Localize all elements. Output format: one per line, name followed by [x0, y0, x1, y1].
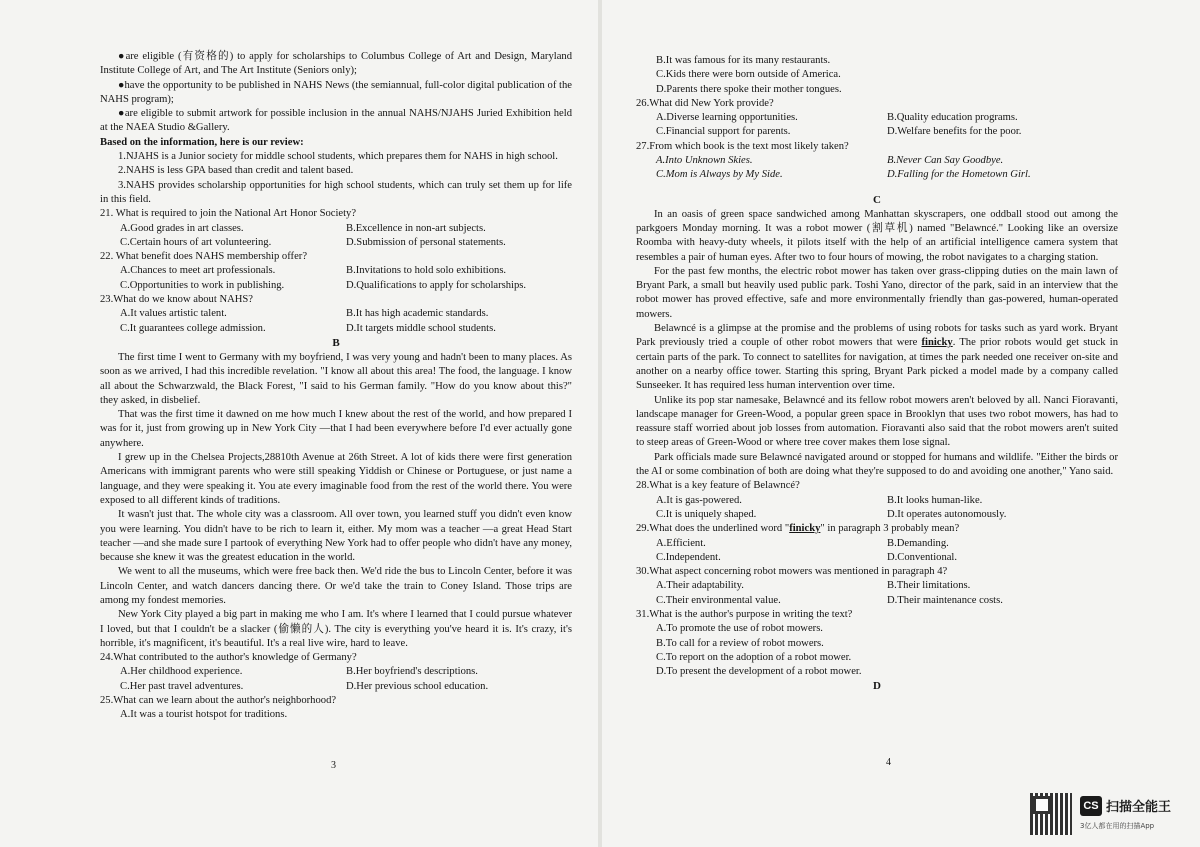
option: D.Their maintenance costs. [887, 594, 1003, 606]
option: C.It guarantees college admission. [120, 322, 266, 334]
paragraph: In an oasis of green space sandwiched among Manhattan skyscrapers, one oddball stood out among the parkgoers Monday morning. It was a robot mower (割草机) named "Belawncé." Looking like an oversize Roomba with heavy-duty wheels, it pilots itself with the help of an artificial intelligence camera system that resembles a pair of human eyes. After two to four hours of mowing, the robot navigates to a charging station. [636, 208, 1118, 263]
option: B.It looks human-like. [887, 494, 983, 506]
question-stem: 25.What can we learn about the author's neighborhood? [100, 695, 337, 707]
question-23 [100, 293, 572, 336]
option: A.It is gas-powered. [656, 494, 742, 506]
paragraph: We went to all the museums, which were free back then. We'd ride the bus to Lincoln Center, before it was Lincoln Center, and watch dancers dancing there. Or we'd take the train to Coney Island. Those trips are among my fondest memories. [100, 566, 572, 606]
review-heading: Based on the information, here is our review: [100, 136, 304, 148]
option: D.Welfare benefits for the poor. [887, 126, 1022, 138]
question-stem: 21. What is required to join the National Art Honor Society? [100, 208, 357, 220]
option: D.Her previous school education. [346, 680, 489, 692]
right-page [602, 0, 1200, 847]
passage-c [636, 208, 1118, 480]
review-point: 2.NAHS is less GPA based than credit and talent based. [118, 165, 354, 177]
section-b-heading: B [332, 336, 340, 349]
paragraph: For the past few months, the electric robot mower has taken over grass-clipping duties on the main lawn of Bryant Park, a small but heavily used public park. Toshi Yano, director of the park, said in an interview that the robot mower has proved effective, safe and more environmentally friendly than gas-powered, human-operated mowers. [636, 265, 1118, 320]
section-c-heading: C [873, 193, 881, 206]
option: A.Into Unknown Skies. [656, 155, 753, 167]
question-31 [636, 608, 1118, 679]
option: B.Excellence in non-art subjects. [346, 222, 486, 234]
benefit-item: ●are eligible (有资格的) to apply for scholarships to Columbus College of Art and Design, Maryland Institute College of Art, and The Art Institute (Seniors only); [100, 51, 572, 77]
left-page [0, 0, 598, 847]
paragraph: That was the first time it dawned on me how much I knew about the rest of the world, and how prepared I was for it, just from growing up in New York City —that I had been everywhere before I'd ever actually gone anywhere. [100, 409, 572, 449]
option: B.Invitations to hold solo exhibitions. [346, 265, 507, 277]
option: A.Her childhood experience. [120, 666, 243, 678]
passage-b [100, 351, 572, 651]
option: B.Her boyfriend's descriptions. [346, 666, 478, 678]
option: A.It was a tourist hotspot for traditions. [120, 709, 288, 721]
question-28 [636, 479, 1118, 522]
option: C.Their environmental value. [656, 594, 781, 606]
question-25-continued [636, 54, 1118, 97]
option: C.Financial support for parents. [656, 126, 791, 138]
question-stem: 31.What is the author's purpose in writing the text? [636, 608, 853, 620]
underlined-word: finicky [921, 337, 953, 349]
question-30 [636, 565, 1118, 608]
option: B.It was famous for its many restaurants. [656, 55, 831, 66]
option: D.It targets middle school students. [346, 322, 496, 334]
option: A.It values artistic talent. [120, 308, 227, 320]
qr-code-icon [1030, 793, 1072, 835]
review-point: 3.NAHS provides scholarship opportunities for high school students, which can truly set them up for life in this field. [100, 179, 572, 205]
option: C.Her past travel adventures. [120, 680, 244, 692]
option: C.Opportunities to work in publishing. [120, 279, 285, 291]
option: D.Conventional. [887, 551, 958, 563]
option: B.Never Can Say Goodbye. [887, 155, 1004, 167]
question-24 [100, 651, 572, 694]
section-d-heading: D [873, 680, 881, 693]
question-stem: 22. What benefit does NAHS membership offer? [100, 251, 308, 263]
option: D.Submission of personal statements. [346, 236, 506, 248]
option: A.Chances to meet art professionals. [120, 265, 276, 277]
question-stem: 26.What did New York provide? [636, 97, 774, 109]
brand-name: 扫描全能王 [1106, 800, 1172, 815]
question-stem: 23.What do we know about NAHS? [100, 294, 253, 306]
benefit-list [100, 50, 572, 136]
question-stem: 29.What does the underlined word "finicky" in paragraph 3 probably mean? [636, 523, 960, 535]
option: D.It operates autonomously. [887, 508, 1007, 520]
paragraph: New York City played a big part in making me who I am. It's where I learned that I could pursue whatever I loved, but that I couldn't be a slacker (偷懒的人). The city is everything you've heard it is. It's crazy, it's horrible, it's magnificent, it's beautiful. It's a real live wire, hard to leave. [100, 609, 572, 649]
underlined-word: finicky [789, 523, 821, 535]
option: B.Demanding. [887, 537, 949, 549]
question-stem: 24.What contributed to the author's knowledge of Germany? [100, 652, 357, 664]
question-stem: 27.From which book is the text most likely taken? [636, 140, 849, 152]
option: A.Efficient. [656, 537, 706, 549]
question-26 [636, 97, 1118, 140]
option: B.Their limitations. [887, 580, 971, 592]
camscanner-logo-icon: CS [1080, 796, 1102, 816]
scanner-watermark [1030, 793, 1180, 835]
paragraph: Park officials made sure Belawncé navigated around or stopped for humans and wildlife. "Either the birds or the AI or some combination of both are doing what they're supposed to do and avoiding one another," Yano said. [636, 451, 1118, 478]
review-point: 1.NJAHS is a Junior society for middle school students, which prepares them for NAHS in high school. [118, 151, 558, 163]
question-29 [636, 522, 1118, 565]
paragraph: Belawncé is a glimpse at the promise and the problems of using robots for tasks such as yard work. Bryant Park previously tried a couple of other robot mowers that were finicky. The prior robots would get stuck in certain parts of the park. To connect to satellites for navigation, at times the park needed one receiver on-site and another on a nearby office tower. Starting this spring, Bryant Park picked a model made by a company called Sunseeker. It has required less human intervention over time. [636, 323, 1119, 392]
option: C.Mom is Always by My Side. [656, 169, 783, 181]
option: D.Parents there spoke their mother tongues. [656, 83, 842, 95]
option: A.Diverse learning opportunities. [656, 112, 798, 124]
paragraph: The first time I went to Germany with my boyfriend, I was very young and hadn't been to many places. As soon as we arrived, I had this incredible revelation. "I know all about this area! The food, the language. I know all about the Schwarzwald, the Black Forest, "I said to his German family. "How do you know about this?" they asked, in disbelief. [100, 351, 572, 406]
brand-slogan: 3亿人都在用的扫描App [1080, 822, 1155, 830]
option: C.Kids there were born outside of America. [656, 69, 841, 81]
paragraph: I grew up in the Chelsea Projects,28810th Avenue at 26th Street. A lot of kids there were first generation Americans with immigrant parents who were still speaking Yiddish or Chinese or Portuguese, or just name a language, and they were speaking it. You ate every imaginable food from the rest of the world there. You were exposed to all different kinds of traditions. [100, 452, 572, 506]
option: A.Good grades in art classes. [120, 222, 244, 234]
option: A.Their adaptability. [656, 580, 744, 592]
option: C.Certain hours of art volunteering. [120, 236, 272, 248]
page-number-right: 4 [886, 757, 891, 768]
question-22 [100, 250, 572, 293]
option: D.Falling for the Hometown Girl. [887, 169, 1031, 181]
option: B.To call for a review of robot mowers. [656, 637, 824, 649]
option: D.To present the development of a robot mower. [656, 666, 862, 678]
question-21 [100, 207, 572, 250]
page-number-left: 3 [331, 760, 336, 771]
question-25 [100, 694, 572, 723]
question-stem: 28.What is a key feature of Belawncé? [636, 480, 800, 492]
question-stem: 30.What aspect concerning robot mowers was mentioned in paragraph 4? [636, 566, 948, 578]
option: B.It has high academic standards. [346, 308, 489, 320]
benefit-item: ●are eligible to submit artwork for possible inclusion in the annual NAHS/NJAHS Juried Exhibition held at the NAEA Studio &Gallery. [100, 108, 572, 134]
paragraph: It wasn't just that. The whole city was a classroom. All over town, you learned stuff you didn't even know you were learning. You didn't have to be rich to learn it, either. My mom was a teacher —a great Head Start teacher —and she made sure I partook of everything New York had to offer people who didn't have any money, because she knew it was the greatest education in the world. [100, 509, 573, 564]
benefit-item: ●have the opportunity to be published in NAHS News (the semiannual, full-color digital publication of the NAHS program); [100, 79, 572, 105]
paragraph: Unlike its pop star namesake, Belawncé and its fellow robot mowers aren't beloved by all. Nanci Fioravanti, landscape manager for Green-Wood, a popular green space in Brooklyn that uses two robot mowers, has had to reassure staff worried about job losses from automation. Fioravanti also said that the robot mowers aren't suited to steep areas of Green-Wood or where tree cover makes them lose signal. [636, 394, 1118, 449]
option: C.To report on the adoption of a robot mower. [656, 651, 852, 663]
option: C.It is uniquely shaped. [656, 508, 757, 520]
option: B.Quality education programs. [887, 112, 1018, 124]
option: D.Qualifications to apply for scholarships. [346, 279, 527, 291]
question-27 [636, 140, 1118, 183]
option: C.Independent. [656, 551, 721, 563]
option: A.To promote the use of robot mowers. [656, 623, 823, 635]
